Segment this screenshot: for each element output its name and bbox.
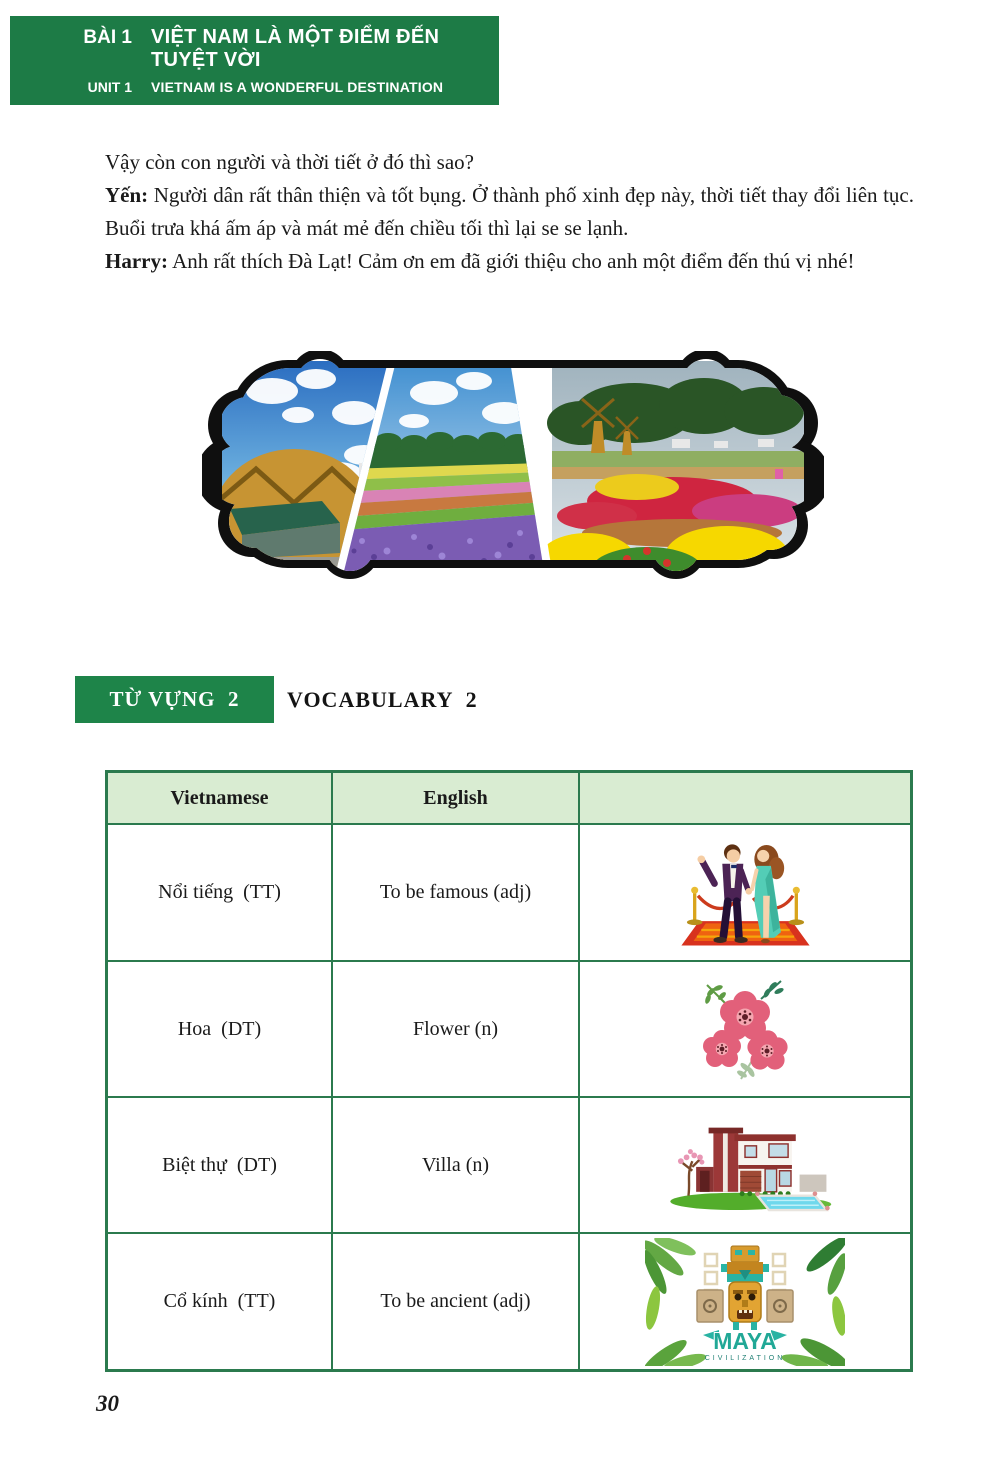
dalat-photo-collage bbox=[202, 351, 824, 581]
dialogue-line-harry bbox=[105, 245, 914, 278]
dialogue-line-yen bbox=[105, 179, 914, 245]
yen-speech: Người dân rất thân thiện và tốt bụng. Ở thành phố xinh đẹp này, thời tiết thay đổi liên tục. Buổi trưa khá ấm áp và mát mẻ đến chiều tối thì lại se se lạnh. bbox=[105, 183, 914, 240]
tu-vung-badge: TỪ VỰNG 2 bbox=[75, 676, 274, 723]
table-header-vietnamese: Vietnamese bbox=[108, 773, 333, 825]
unit-number-label: UNIT 1 bbox=[87, 79, 132, 95]
photo-flower-park bbox=[539, 359, 804, 581]
vocab-vietnamese-villa: Biệt thự (DT) bbox=[108, 1098, 333, 1234]
red-carpet-couple-illustration bbox=[668, 835, 823, 951]
banner-line-1 bbox=[10, 26, 499, 72]
dialogue-line-question: Vậy còn con người và thời tiết ở đó thì sao? bbox=[105, 150, 474, 174]
lesson-title-vietnamese: VIỆT NAM LÀ MỘT ĐIỂM ĐẾN TUYỆT VỜI bbox=[151, 26, 440, 71]
vocab-illustration-ancient bbox=[580, 1234, 910, 1369]
vocab-vietnamese-ancient: Cổ kính (TT) bbox=[108, 1234, 333, 1369]
page-number: 30 bbox=[96, 1391, 119, 1416]
vocab-english-ancient: To be ancient (adj) bbox=[333, 1234, 580, 1369]
banner-line-2 bbox=[10, 79, 499, 95]
collage-graphic bbox=[202, 351, 824, 581]
vocabulary-table bbox=[105, 770, 913, 1372]
speaker-name-harry: Harry: bbox=[105, 249, 168, 273]
table-header-english: English bbox=[333, 773, 580, 825]
vocab-english-famous: To be famous (adj) bbox=[333, 825, 580, 962]
vocab-illustration-famous bbox=[580, 825, 910, 962]
speaker-name-yen: Yến: bbox=[105, 183, 149, 207]
vocabulary-section-title: VOCABULARY 2 bbox=[287, 687, 478, 712]
dialogue-block bbox=[105, 146, 914, 278]
stanchion-right bbox=[788, 886, 803, 924]
vocab-vietnamese-famous: Nổi tiếng (TT) bbox=[108, 825, 333, 962]
stanchion-left bbox=[686, 886, 701, 924]
pink-flowers-illustration bbox=[695, 977, 795, 1082]
vocab-vietnamese-flower: Hoa (DT) bbox=[108, 962, 333, 1098]
maya-subtitle-text: CIVILIZATION bbox=[704, 1354, 786, 1362]
lesson-number-label: BÀI 1 bbox=[83, 27, 132, 48]
unit-banner bbox=[10, 16, 499, 105]
vocab-illustration-flower bbox=[580, 962, 910, 1098]
vocab-english-flower: Flower (n) bbox=[333, 962, 580, 1098]
villa-illustration bbox=[654, 1117, 836, 1213]
vocab-english-villa: Villa (n) bbox=[333, 1098, 580, 1234]
maya-civilization-illustration bbox=[645, 1238, 845, 1366]
harry-speech: Anh rất thích Đà Lạt! Cảm ơn em đã giới thiệu cho anh một điểm đến thú vị nhé! bbox=[167, 249, 855, 273]
vocab-illustration-villa bbox=[580, 1098, 910, 1234]
table-header-image bbox=[580, 773, 910, 825]
maya-title-text: MAYA bbox=[713, 1327, 777, 1354]
unit-title-english: VIETNAM IS A WONDERFUL DESTINATION bbox=[151, 79, 444, 95]
